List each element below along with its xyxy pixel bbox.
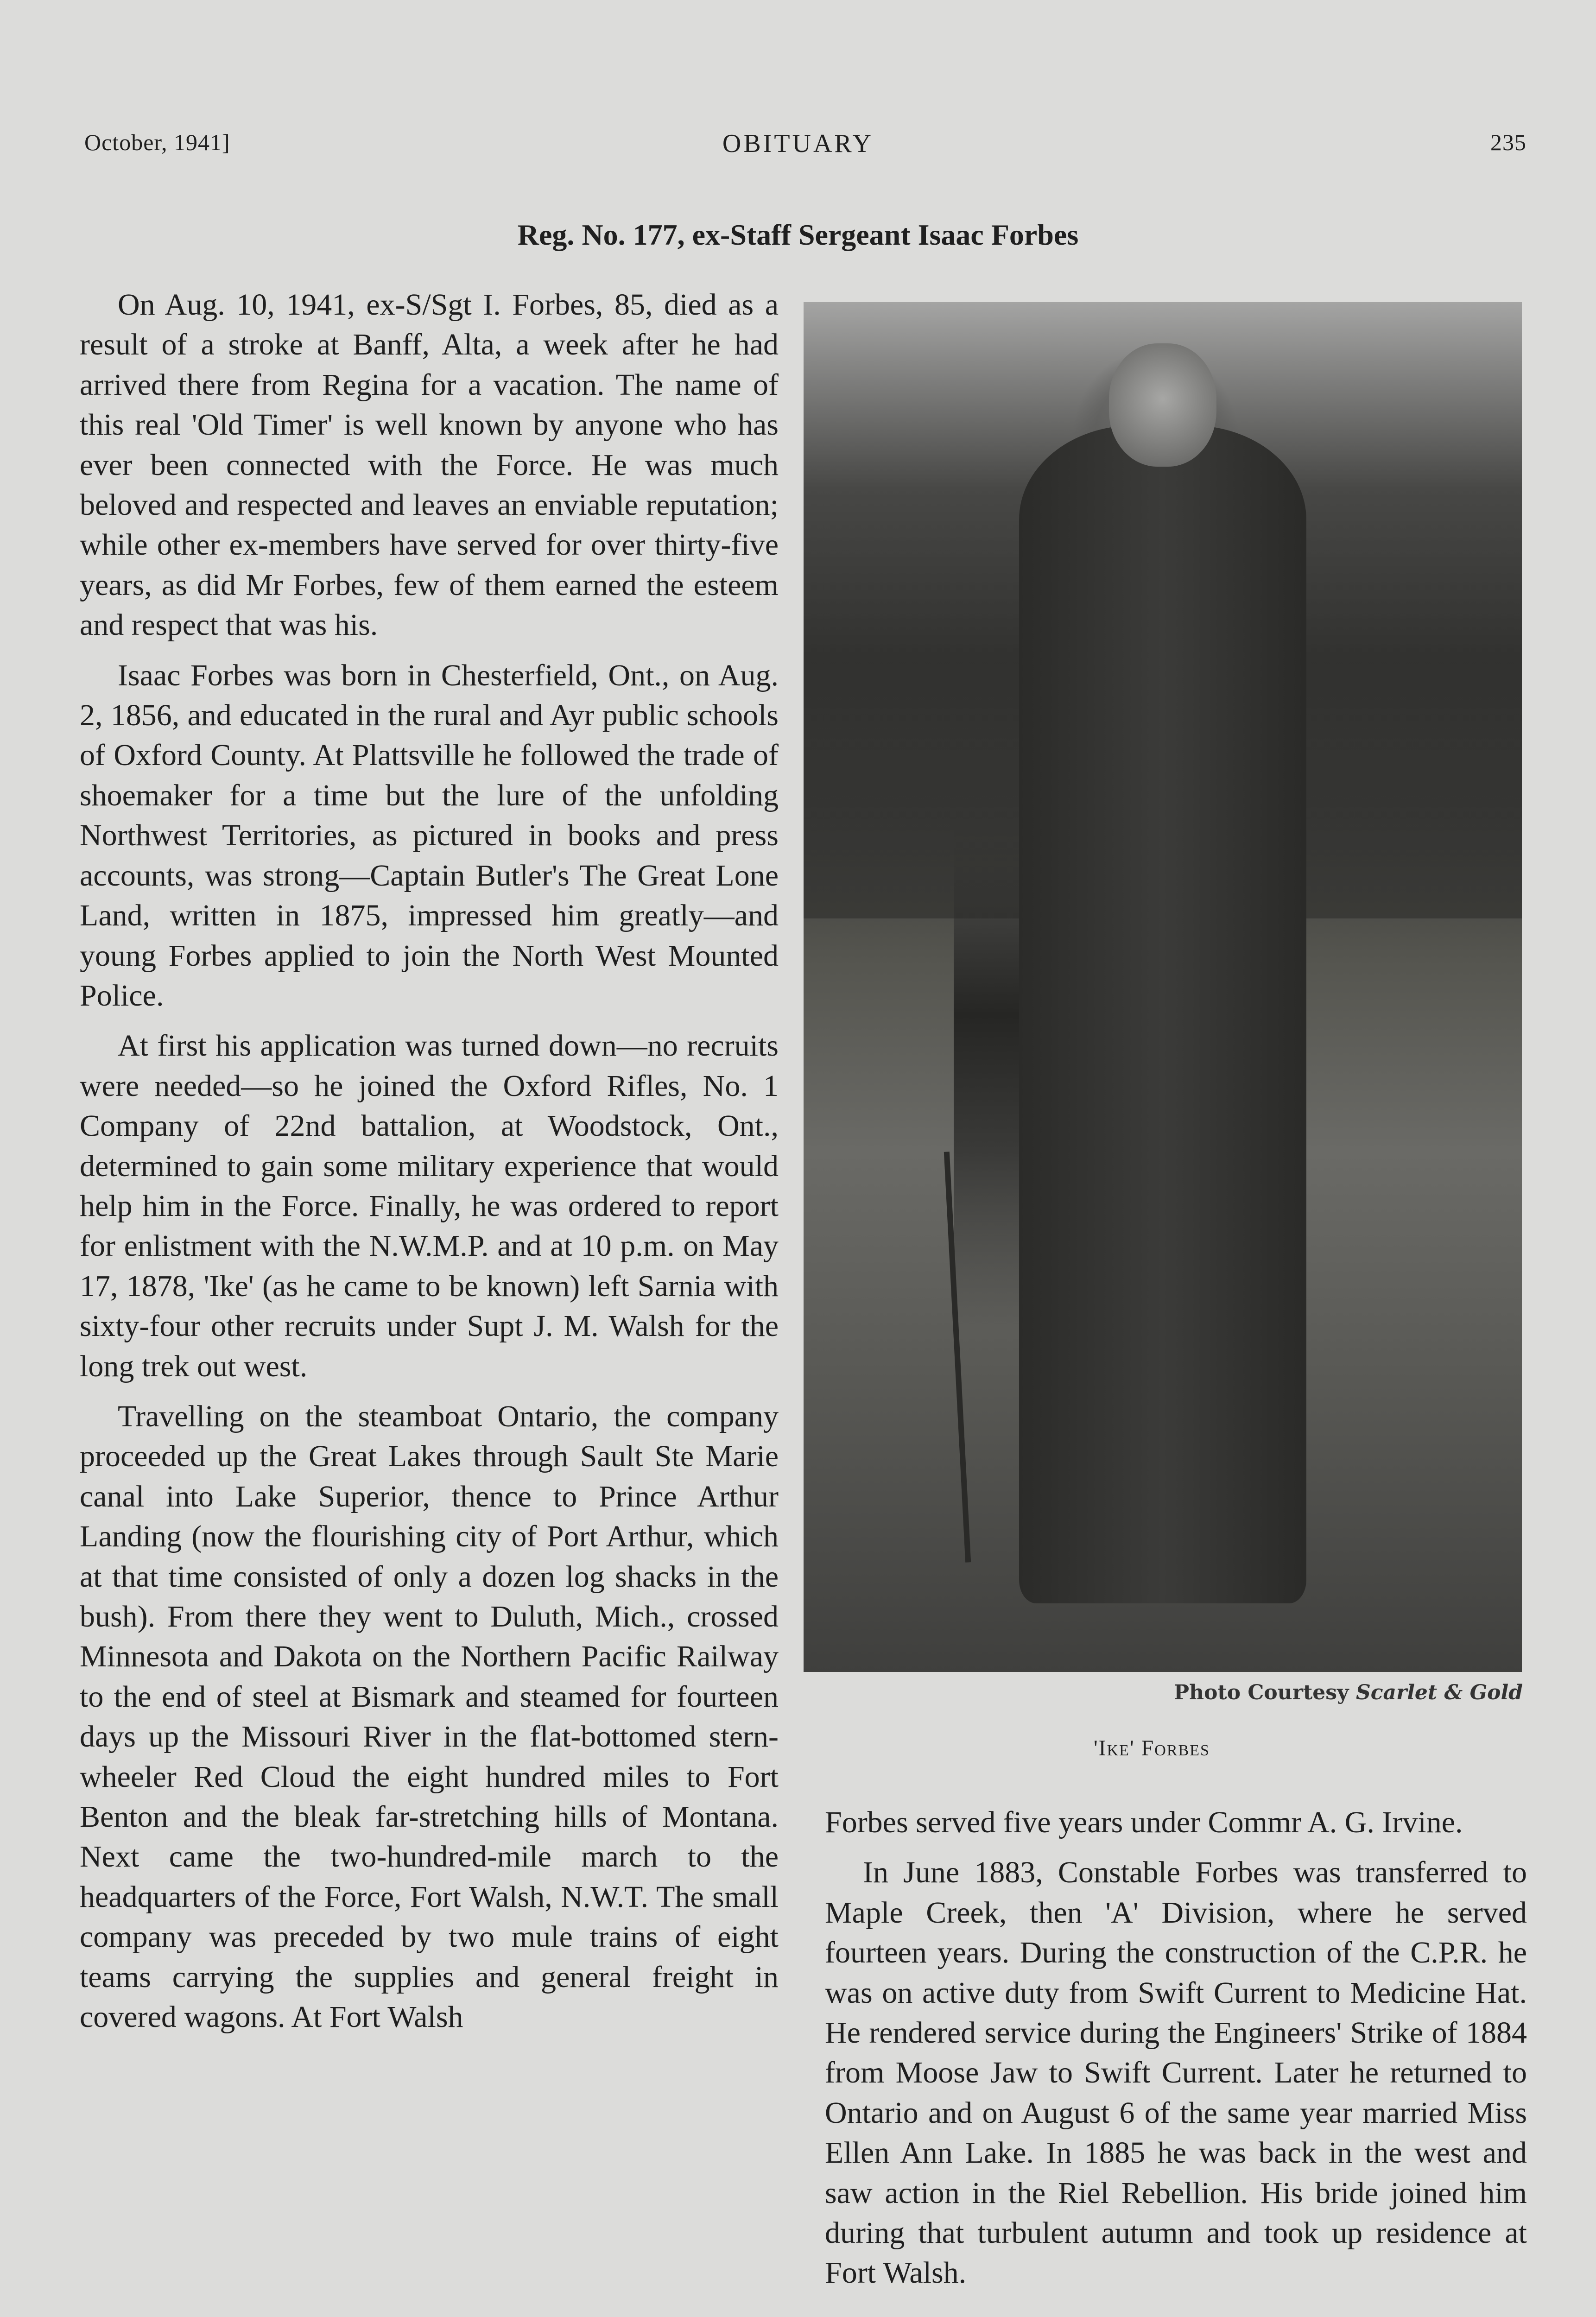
photo-cane — [944, 1152, 970, 1562]
photo-credit-prefix: Photo Courtesy — [1174, 1681, 1349, 1704]
photo-credit — [1174, 1681, 1523, 1704]
article-title: Reg. No. 177, ex-Staff Sergeant Isaac Forbes — [517, 218, 1079, 251]
photo-figure — [1019, 425, 1306, 1603]
running-header-section: OBITUARY — [722, 129, 874, 158]
page-number: 235 — [1490, 129, 1526, 155]
paragraph: Forbes served five years under Commr A. G. Irvine. — [825, 1805, 1463, 1839]
paragraph: Travelling on the steamboat Ontario, the company proceeded up the Great Lakes through Sault Ste Marie canal into Lake Superior, thence to Prince Arthur Landing (now the flourishing city of Port Arthur, which at that time consisted of only a dozen log shacks in the bush). From there they went to Duluth, Mich., crossed Minnesota and Dakota on the Northern Pacific Railway to the end of steel at Bismark and steamed for fourteen days up the Missouri River in the flat-bottomed stern-wheeler Red Cloud the eight hundred miles to Fort Benton and the bleak far-stretching hills of Montana. Next came the two-hundred-mile march to the headquarters of the Force, Fort Walsh, N.W.T. The small company was preceded by two mule trains of eight teams carrying the supplies and general freight in covered wagons. At Fort Walsh — [80, 1399, 779, 2034]
paragraph: At first his application was turned down—no recruits were needed—so he joined the Oxford Rifles, No. 1 Company of 22nd battalion, at Woodstock, Ont., determined to gain some military experience that would help him in the Force. Finally, he was ordered to report for enlistment with the N.W.M.P. and at 10 p.m. on May 17, 1878, 'Ike' (as he came to be known) left Sarnia with sixty-four other recruits under Supt J. M. Walsh for the long trek out west. — [80, 1029, 779, 1383]
right-column — [825, 1803, 1527, 2304]
photo-head — [1109, 343, 1217, 467]
photo-caption: 'Ike' Forbes — [1094, 1736, 1210, 1760]
running-header-date: October, 1941] — [84, 129, 230, 155]
paragraph: On Aug. 10, 1941, ex-S/Sgt I. Forbes, 85, died as a result of a stroke at Banff, Alta, a week after he had arrived there from Regina for a vacation. The name of this real 'Old Timer' is well known by anyone who has ever been connected with the Force. He was much beloved and respected and leaves an enviable reputation; while other ex-members have served for over thirty-five years, as did Mr Forbes, few of them earned the esteem and respect that was his. — [80, 288, 779, 642]
portrait-photo — [804, 302, 1522, 1672]
left-column — [80, 285, 779, 2047]
paragraph: Isaac Forbes was born in Chesterfield, Ont., on Aug. 2, 1856, and educated in the rural and Ayr public schools of Oxford County. At Plattsville he followed the trade of shoemaker for a time but the lure of the unfolding Northwest Territories, as pictured in books and press accounts, was strong—Captain Butler's The Great Lone Land, written in 1875, impressed him greatly—and young Forbes applied to join the North West Mounted Police. — [80, 658, 779, 1013]
photo-credit-source: Scarlet & Gold — [1355, 1681, 1523, 1704]
paragraph: In June 1883, Constable Forbes was transferred to Maple Creek, then 'A' Division, where he served fourteen years. During the construction of the C.P.R. he was on active duty from Swift Current to Medicine Hat. He rendered service during the Engineers' Strike of 1884 from Moose Jaw to Swift Current. Later he returned to Ontario and on August 6 of the same year married Miss Ellen Ann Lake. In 1885 he was back in the west and saw action in the Riel Rebellion. His bride joined him during that turbulent autumn and took up residence at Fort Walsh. — [825, 1855, 1527, 2290]
